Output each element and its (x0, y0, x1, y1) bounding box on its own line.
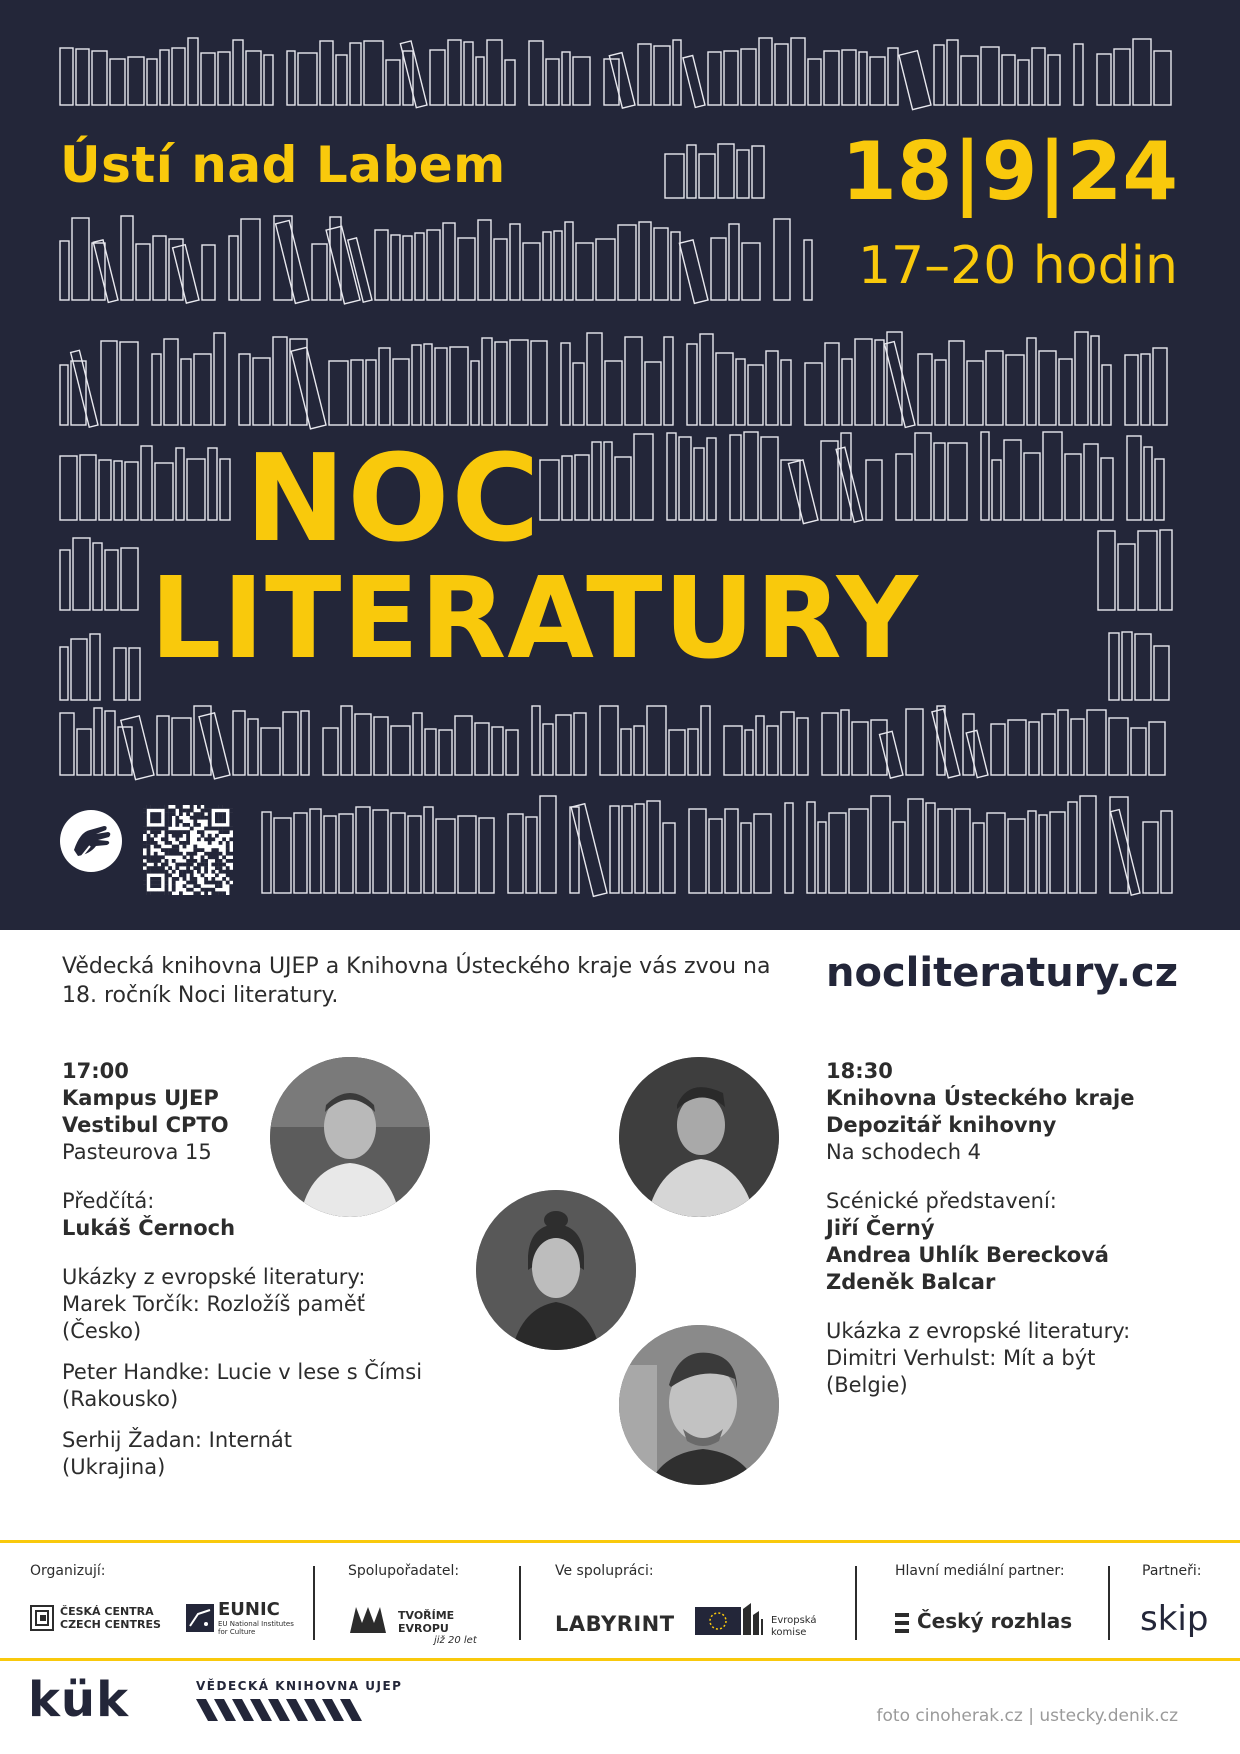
portrait-andrea-uhlik-bereckova (476, 1190, 636, 1350)
tvorime-sub: již 20 let (434, 1635, 477, 1646)
czech-centres-line1: ČESKÁ CENTRA (60, 1605, 154, 1618)
intro-text: Vědecká knihovna UJEP a Knihovna Ústeckého kraje vás zvou na 18. ročník Noci literatury. (62, 954, 771, 1008)
divider (855, 1566, 857, 1640)
skip-logo: skip (1140, 1599, 1209, 1639)
sample-3-country: (Ukrajina) (62, 1455, 166, 1479)
right-sample-title: Dimitri Verhulst: Mít a být (826, 1346, 1096, 1370)
website-link[interactable]: nocliteratury.cz (826, 950, 1178, 996)
right-address: Na schodech 4 (826, 1140, 982, 1164)
kuk-logo: kük (28, 1672, 130, 1728)
city-title: Ústí nad Labem (60, 136, 506, 194)
main-title-line1: NOC (245, 430, 542, 569)
photo-credit: foto cinoherak.cz | ustecky.denik.cz (876, 1706, 1178, 1726)
ek-line2: komise (771, 1627, 807, 1638)
reader-label: Předčítá: (62, 1189, 155, 1213)
portrait-jiri-cerny (619, 1057, 779, 1217)
right-sample-label: Ukázka z evropské literatury: (826, 1319, 1131, 1343)
sample-1-country: (Česko) (62, 1319, 142, 1343)
eunic-name: EUNIC (218, 1599, 280, 1620)
performer-3: Zdeněk Balcar (826, 1270, 996, 1294)
sample-3-title: Serhij Žadan: Internát (62, 1428, 293, 1452)
main-title-line2: LITERATURY (150, 554, 919, 684)
right-sample-country: (Belgie) (826, 1373, 908, 1397)
labyrint-logo: LABYRINT (555, 1612, 675, 1636)
divider (313, 1566, 315, 1640)
event-date: 18|9|24 (841, 125, 1178, 218)
rozhlas-name: Český rozhlas (917, 1609, 1073, 1633)
performer-2: Andrea Uhlík Berecková (826, 1243, 1109, 1267)
divider (1108, 1566, 1110, 1640)
portrait-zdenek-balcar (619, 1325, 779, 1485)
reader-name: Lukáš Černoch (62, 1216, 236, 1240)
partners-label: Partneři: (1142, 1563, 1202, 1579)
accessibility-hands-icon (60, 810, 122, 872)
left-venue-line1: Kampus UJEP (62, 1086, 219, 1110)
eunic-sub1: EU National Institutes (218, 1620, 294, 1628)
event-time: 17–20 hodin (857, 236, 1178, 296)
right-venue-line1: Knihovna Ústeckého kraje (826, 1086, 1135, 1110)
tvorime-title: TVOŘÍME EVROPU (398, 1609, 455, 1635)
right-venue-line2: Depozitář knihovny (826, 1113, 1057, 1137)
sample-1-title: Marek Torčík: Rozložíš paměť (62, 1292, 365, 1316)
portrait-lukas-cernoch (270, 1057, 430, 1217)
qr-code[interactable] (143, 805, 233, 895)
coorganizer-label: Spolupořadatel: (348, 1563, 460, 1579)
left-venue-line2: Vestibul CPTO (62, 1113, 229, 1137)
media-partner-label: Hlavní mediální partner: (895, 1563, 1065, 1579)
left-address: Pasteurova 15 (62, 1140, 212, 1164)
right-event (826, 1058, 1206, 1399)
samples-label: Ukázky z evropské literatury: (62, 1265, 366, 1289)
organizers-label: Organizují: (30, 1563, 106, 1579)
czech-centres-line2: CZECH CENTRES (60, 1618, 161, 1631)
sample-2-country: (Rakousko) (62, 1387, 179, 1411)
ek-line1: Evropská (771, 1615, 817, 1626)
sample-2-title: Peter Handke: Lucie v lese s Čímsi (62, 1360, 423, 1384)
vk-ujep-logo (196, 1679, 402, 1721)
vk-ujep-name: VĚDECKÁ KNIHOVNA UJEP (196, 1679, 403, 1693)
divider (519, 1566, 521, 1640)
performer-1: Jiří Černý (826, 1216, 935, 1240)
performance-label: Scénické představení: (826, 1189, 1057, 1213)
collaboration-label: Ve spolupráci: (555, 1563, 654, 1579)
partners-bar (0, 1540, 1240, 1661)
right-event-time: 18:30 (826, 1059, 893, 1083)
eunic-sub2: for Culture (218, 1628, 256, 1636)
left-event-time: 17:00 (62, 1059, 129, 1083)
